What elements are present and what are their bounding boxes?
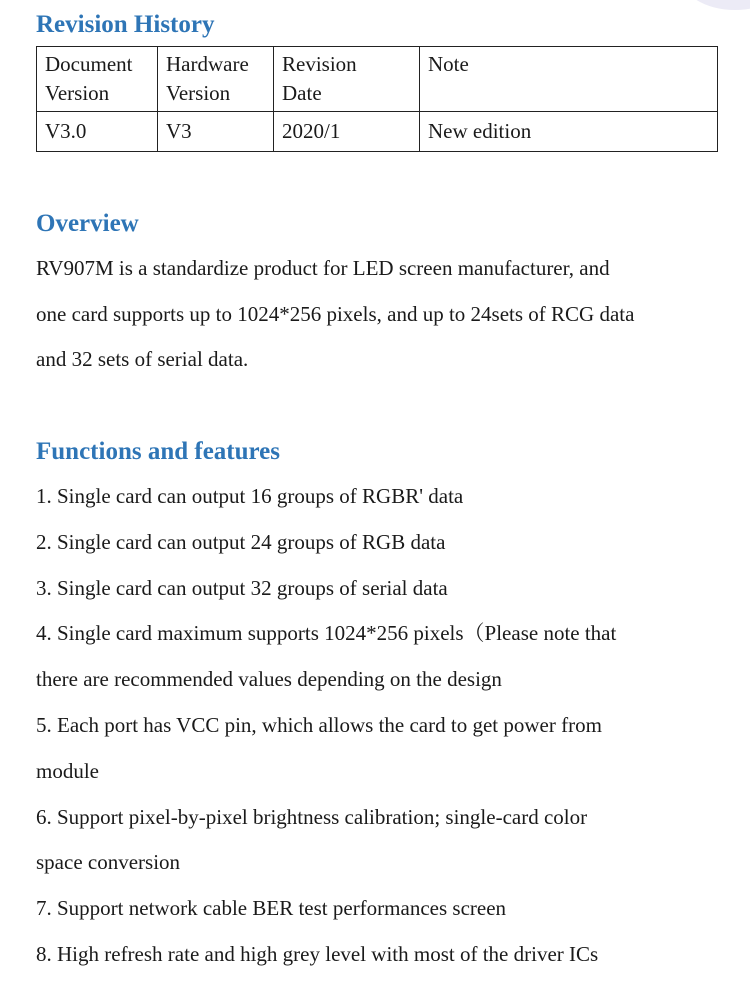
overview-line: one card supports up to 1024*256 pixels, and up to 24sets of RCG data	[36, 301, 635, 326]
list-item: 7. Support network cable BER test performances screen	[36, 896, 507, 921]
list-item: 8. High refresh rate and high grey level with most of the driver ICs	[36, 941, 599, 966]
header-document-version	[37, 47, 158, 112]
overview-paragraph	[36, 246, 726, 383]
overview-heading: Overview	[36, 210, 139, 237]
cell-document-version: V3.0	[37, 112, 158, 152]
header-hardware-version	[158, 47, 274, 112]
list-item: 2. Single card can output 24 groups of RGB data	[36, 529, 446, 554]
list-item: 4. Single card maximum supports 1024*256 pixels（Please note that	[36, 621, 617, 646]
header-line: Date	[282, 81, 322, 105]
table-header-row	[37, 47, 718, 112]
list-item: module	[36, 758, 99, 783]
cell-note: New edition	[420, 112, 718, 152]
list-item: there are recommended values depending on the design	[36, 667, 502, 692]
corner-decoration	[680, 0, 750, 10]
list-item: 5. Each port has VCC pin, which allows the card to get power from	[36, 712, 602, 737]
list-item: 3. Single card can output 32 groups of serial data	[36, 575, 448, 600]
features-list	[36, 474, 726, 978]
header-line: Note	[428, 52, 469, 76]
header-note	[420, 47, 718, 112]
cell-hardware-version: V3	[158, 112, 274, 152]
cell-revision-date: 2020/1	[274, 112, 420, 152]
header-line: Version	[166, 81, 231, 105]
functions-heading: Functions and features	[36, 438, 281, 465]
revision-history-heading: Revision History	[36, 11, 215, 38]
header-line: Revision	[282, 52, 357, 76]
list-item: 6. Support pixel-by-pixel brightness calibration; single-card color	[36, 804, 588, 829]
list-item: 1. Single card can output 16 groups of RGBR' data	[36, 484, 464, 508]
header-line: Document	[45, 52, 133, 76]
overview-line: and 32 sets of serial data.	[36, 347, 249, 372]
header-revision-date	[274, 47, 420, 112]
list-item: space conversion	[36, 850, 181, 875]
overview-line: RV907M is a standardize product for LED screen manufacturer, and	[36, 256, 610, 280]
revision-table	[36, 46, 718, 152]
table-row	[37, 112, 718, 152]
header-line: Version	[45, 81, 110, 105]
header-line: Hardware	[166, 52, 249, 76]
